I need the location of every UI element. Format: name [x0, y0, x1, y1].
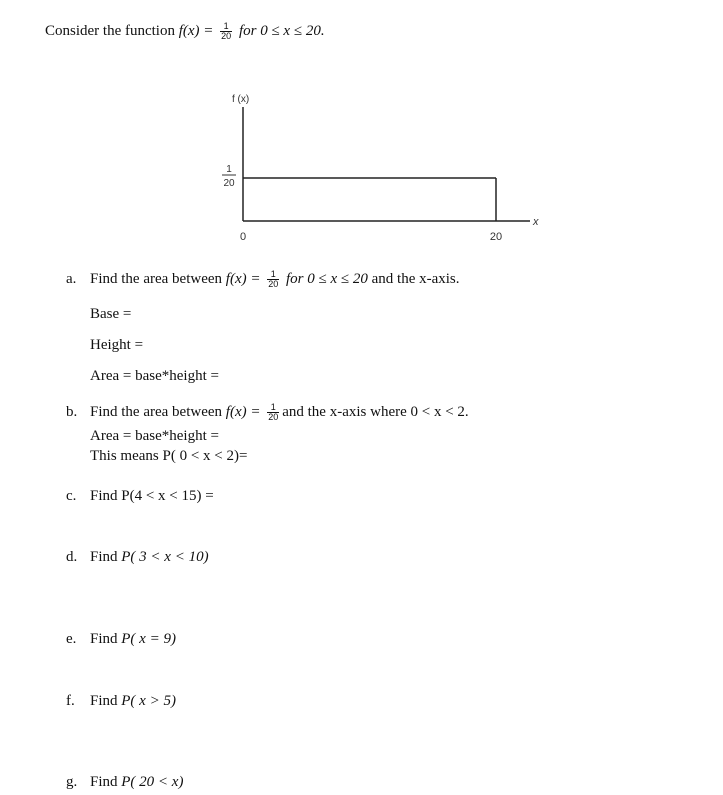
question-d-find: Find	[90, 549, 118, 565]
x-tick-0: 0	[239, 231, 247, 243]
question-a-fraction	[267, 270, 279, 289]
question-c-text: Find P(4 < x < 15) =	[90, 488, 214, 504]
question-a	[66, 270, 460, 289]
question-a-condition: for 0 ≤ x ≤ 20	[285, 270, 368, 287]
question-f-letter: f.	[66, 693, 75, 709]
question-b-area: Area = base*height =	[90, 428, 219, 444]
question-a-frac-den: 20	[268, 279, 279, 289]
question-e	[66, 631, 176, 648]
question-b-frac-num: 1	[270, 402, 276, 412]
y-tick-den: 20	[223, 178, 235, 189]
question-f-find: Find	[90, 693, 118, 709]
question-a-tail: and the x-axis.	[371, 270, 460, 287]
y-tick-num: 1	[226, 164, 232, 175]
question-e-expr: P( x = 9)	[121, 631, 176, 647]
intro-condition: for 0 ≤ x ≤ 20.	[238, 22, 325, 39]
question-b-fx: f(x) =	[225, 403, 261, 420]
intro-fraction	[220, 22, 232, 41]
question-e-letter: e.	[66, 631, 77, 647]
question-a-height: Height =	[90, 337, 144, 353]
uniform-density-chart	[210, 85, 550, 250]
question-e-find: Find	[90, 631, 118, 647]
question-g-find: Find	[90, 774, 118, 790]
intro-frac-num: 1	[223, 21, 229, 31]
intro-prefix: Consider the function	[45, 22, 179, 39]
question-a-frac-num: 1	[270, 269, 276, 279]
y-axis-label: f (x)	[232, 94, 250, 105]
question-a-base: Base =	[90, 306, 132, 322]
question-g-letter: g.	[66, 774, 78, 790]
question-b-frac-den: 20	[268, 412, 279, 422]
question-f	[66, 693, 176, 710]
question-d-letter: d.	[66, 549, 78, 565]
question-g	[66, 774, 183, 791]
question-g-expr: P( 20 < x)	[121, 774, 184, 790]
question-b-text: Find the area between	[90, 403, 223, 420]
intro-fx: f(x) =	[178, 22, 214, 39]
question-c-letter: c.	[66, 488, 77, 504]
x-tick-20: 20	[489, 231, 503, 243]
question-b-tail: and the x-axis where 0 < x < 2.	[282, 403, 469, 420]
question-a-fx: f(x) =	[225, 270, 261, 287]
question-c	[66, 488, 214, 505]
question-b	[66, 403, 469, 422]
question-a-text: Find the area between	[90, 270, 223, 287]
intro-line	[45, 22, 325, 41]
x-axis-label: x	[533, 216, 539, 228]
question-d-expr: P( 3 < x < 10)	[121, 549, 209, 565]
question-b-means: This means P( 0 < x < 2)=	[90, 448, 248, 464]
question-f-expr: P( x > 5)	[121, 693, 176, 709]
question-a-letter: a.	[66, 270, 77, 287]
intro-frac-den: 20	[221, 31, 232, 41]
question-a-area: Area = base*height =	[90, 368, 219, 384]
question-d	[66, 549, 209, 566]
question-b-fraction	[267, 403, 279, 422]
question-b-letter: b.	[66, 403, 78, 420]
